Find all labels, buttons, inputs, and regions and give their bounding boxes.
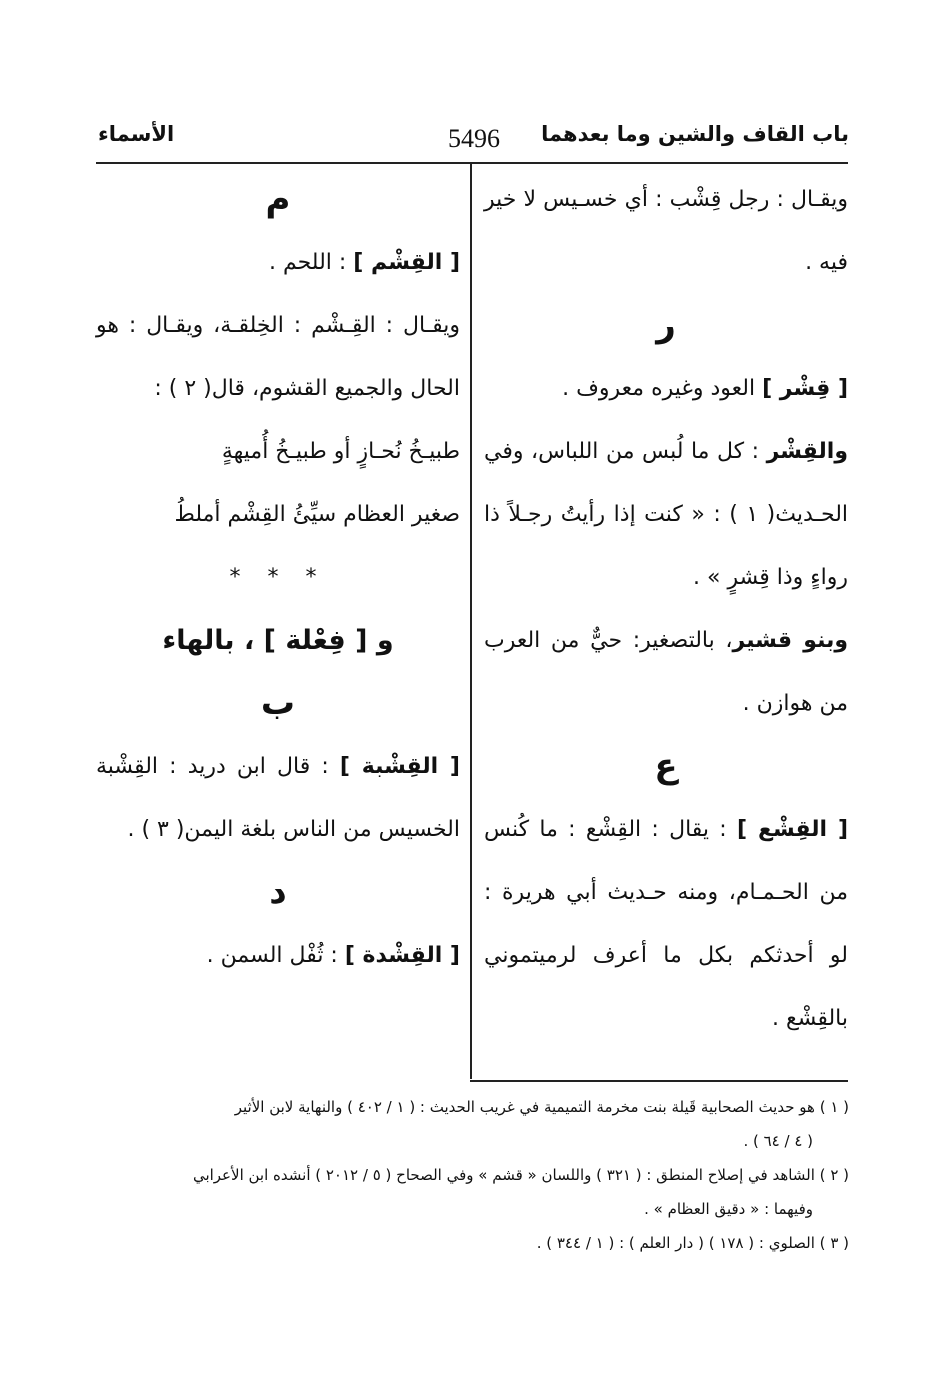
entry-headword: وبنو قشير [732,628,849,653]
footnote-2-continued: وفيهما : « دقيق العظام » . [644,1200,813,1218]
letter-heading-dal: د [269,872,287,912]
letter-heading-ra: ر [656,305,676,345]
entry-qishr [484,357,848,420]
section-title: الأسماء [98,122,175,146]
entry-headword: [ القِشْم ] [353,250,460,275]
footnote-1: ( ١ ) هو حديث الصحابية قَيلة بنت مخرمة التميمية في غريب الحديث : ( ١ / ٤٠٢ ) والنهاية لابن الأثير [234,1098,849,1116]
entry-qish [484,798,848,1050]
footnote-2: ( ٢ ) الشاهد في إصلاح المنطق : ( ٣٢١ ) واللسان « قشم » وفي الصحاح ( ٥ / ٢٠١٢ ) أنشده ابن الأعرابي [192,1166,849,1184]
letter-heading-ain: ع [654,746,678,786]
entry-qushayr [484,609,848,735]
footnote-1-continued: ( ٤ / ٦٤ ) . [743,1132,813,1150]
entry-headword: [ قِشْر ] [762,376,848,401]
column-divider [470,164,472,1079]
letter-heading-mim: م [265,179,291,219]
page-number: 5496 [448,124,500,153]
entry-text: : يقال : القِشْع : ما كُنس من الحـمـام، ومنه حـديث أبي هريرة : لو أحدثكم بكل ما أعرف لرميتموني بالقِشْع . [484,817,848,1031]
footnote-3: ( ٣ ) الصلوي : ( ١٧٨ ) ( دار العلم ) : ( ١ / ٣٤٤ ) . [536,1234,849,1252]
entry-text: : اللحم . [268,250,354,275]
entry-text: : قال ابن دريد : القِشْبة الخسيس من الناس بلغة اليمن( ٣ ) . [96,754,460,842]
entry-headword: [ القِشْبة ] [339,754,460,779]
entry-text: : ثُفْل السمن . [206,943,345,968]
entry-al-qishr [484,420,848,609]
section-separator: * * * [229,565,327,590]
footnote-rule [470,1080,848,1082]
entry-qishm [96,231,460,294]
left-column [96,168,460,987]
entry-headword: [ القِشْع ] [736,817,848,842]
entry-qishm-khilqa: ويقـال : القِـشْم : الخِلقـة، ويقـال : هو الحال والجميع القشوم، قال( ٢ ) : [96,313,460,401]
entry-text: العود وغيره معروف . [562,376,763,401]
chapter-title: باب القاف والشين وما بعدهما [541,122,849,146]
verse-line-1: طبيـخُ نُحـازٍ أو طبيـخُ أُميهةٍ [221,439,460,464]
verse-line-2: صغير العظام سيِّئُ القِشْم أملطُ [174,502,460,527]
letter-heading-ba: ب [260,683,296,723]
entry-headword: [ القِشْدة ] [344,943,460,968]
entry-text: ، بالتصغير: حيٌّ من العرب من هوازن . [484,628,848,716]
entry-qishba [96,735,460,861]
entry-headword: والقِشْر [766,439,848,464]
entry-qishb: ويقـال : رجل قِشْب : أي خسـيس لا خير فيه . [484,187,848,275]
header-rule [96,162,848,164]
right-column [484,168,848,1050]
footnotes [97,1090,849,1260]
entry-text: : كل ما لُبس من اللباس، وفي الحـديث( ١ ) : « كنت إذا رأيتُ رجـلاً ذا رواءٍ وذا قِشرٍ » . [484,439,849,590]
subheading-filah: و [ فِعْلة ] ، بالهاء [162,625,394,656]
entry-qishda [96,924,460,987]
